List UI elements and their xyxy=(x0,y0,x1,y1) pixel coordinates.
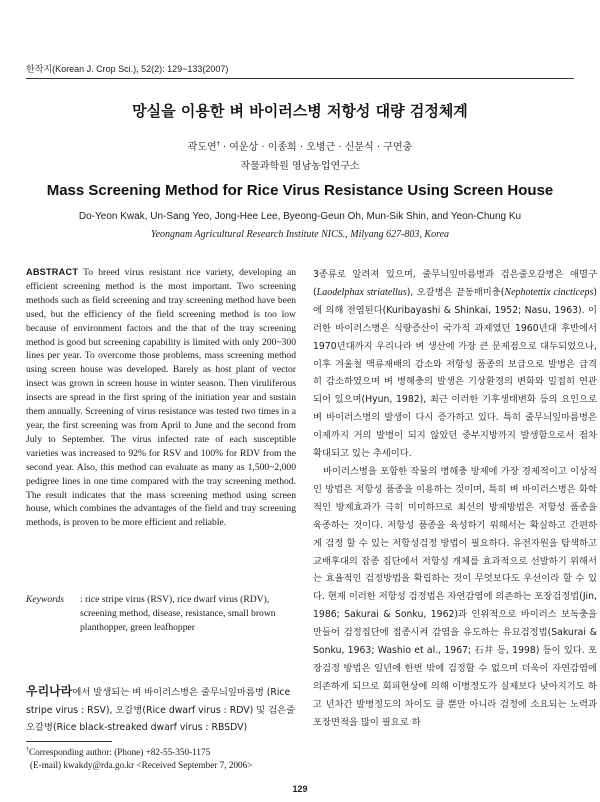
footnote xyxy=(26,744,306,771)
corresponding-author-ko: 곽도연 xyxy=(187,142,217,153)
abstract-text: To breed virus resistant rice variety, developing an efficient screening method is the most important. Two screening methods such as field screening and tray screening method have been used, but the efficiency of the field screening method is too low because of environment factors and the that of the tray screening method is good but screening capability is limited with only 200~300 lines per year. To overcome those problems, mass screening method using screen house was developed. Barely as host plant of vector insect was grown in screen house in winter season. Then viruliferous insects are spread in the first spring of the initiation year and sustain them annually. Screening of virus resistance was tested two times in a year, the first screening was from April to June and the second from July to September. The virus infected rate of each susceptible varieties was increased to 92% for RSV and 100% for RDV from the second year. Also, this method can evaluate as many as 1,500~2,000 pedigree lines in one time compared with the tray screening method. The result indicates that the mass screening method using screen house, which combines the advantages of the field and tray screening methods, is proven to be more efficient and reliable. xyxy=(26,267,296,529)
affiliation-korean: 작물과학원 영남농업연구소 xyxy=(240,161,360,172)
p1-text-c: )에 의해 전염된다(Kuribayashi & Shinkai, 1952; Nasu, 1963). 이러한 바이러스병은 식량증산이 국가적 과제였던 1960년대 후반에서 1970년대까지 우리나라 벼 생산에 가장 큰 문제점으로 대두되었으나, 이후 겨울철 맥류재배의 감소와 저항성 품종의 보급으로 발병은 급격히 감소하였으며 벼 병해충의 발생은 기상환경의 변화와 밀접히 연관되어 있으며(Hyun, 1982), 최근 이러한 기후생태변화 등의 요인으로 벼 바이러스병의 발생이 다시 증가하고 있다. 특히 줄무늬잎마름병은 이제까지 거의 발병이 되지 않았던 중부지방까지 발생함으로서 점차 확대되고 있는 추세이다. xyxy=(313,286,597,460)
introduction-continued xyxy=(313,266,597,732)
coauthors-ko: · 여운상 · 이종희 · 오병근 · 신문식 · 구연충 xyxy=(219,142,413,153)
species-nephotettix: Nephotettix cincticeps xyxy=(504,286,594,298)
intro-paragraph-1 xyxy=(313,266,597,463)
abstract-label: ABSTRACT xyxy=(26,267,79,277)
footnote-rule xyxy=(26,741,112,742)
keywords xyxy=(26,593,296,635)
species-laodelphax: Laodelphax striatellus xyxy=(316,286,407,298)
footnote-dagger: † xyxy=(26,747,29,753)
dagger-mark: † xyxy=(216,140,220,148)
footnote-line-2: (E-mail) kwakdy@rda.go.kr <Received September 7, 2006> xyxy=(30,759,253,770)
intro-text-left: 에서 발생되는 벼 바이러스병은 줄무늬잎마름병 (Rice stripe virus : RSV), 오갈병(Rice dwarf virus : RDV) 및 검은줄오갈병(Rice black-streaked dwarf virus : RBSDV) xyxy=(26,687,296,733)
p1-text-b: ), 오갈병은 끝동매미충( xyxy=(406,286,505,298)
authors-korean xyxy=(0,138,600,153)
authors-english: Do-Yeon Kwak, Un-Sang Yeo, Jong-Hee Lee, Byeong-Geun Oh, Mun-Sik Shin, and Yeon-Chung Ku xyxy=(78,211,522,222)
abstract xyxy=(26,266,296,530)
keywords-text: : rice stripe virus (RSV), rice dwarf virus (RDV), screening method, disease, resistance, small brown planthopper, green leafhopper xyxy=(80,594,276,633)
affiliation-english: Yeongnam Agricultural Research Institute NICS., Milyang 627-803, Korea xyxy=(150,229,450,240)
title-english: Mass Screening Method for Rice Virus Resistance Using Screen House xyxy=(46,182,554,199)
introduction-start xyxy=(26,683,296,737)
keywords-label: Keywords xyxy=(26,594,65,605)
intro-paragraph-2: 바이러스병을 포함한 작물의 병해충 방제에 가장 경제적이고 이상적인 방법은 저항성 품종을 이용하는 것이며, 특히 벼 바이러스병은 화학적인 방제효과가 극히 미미하므로 최선의 방제방법은 저항성 품종을 육종하는 것이다. 저항성 품종을 육성하기 위해서는 확실하고 간편하게 검정 할 수 있는 저항성검정 방법이 필요하다. 유전자원을 탐색하고 교배후대의 잡종 집단에서 저항성 개체를 효과적으로 선발하기 위해서는 효율적인 검정방법을 확립하는 것이 무엇보다도 우선이라 할 수 있다. 현재 이러한 저항성 검정법은 자연감염에 의존하는 포장검정법(Jin, 1986; Sakurai & Sonku, 1962)과 인위적으로 바이러스 보독충을 만들어 검정집단에 접종시켜 감염을 유도하는 유묘검정법(Sakurai & Sonku, 1963; Washio et al., 1967; 石井 등, 1998) 등이 있다. 포장검정 방법은 일년에 한번 밖에 검정할 수 없으며 더욱이 자연감염에 의존하게 되므로 회피현상에 의해 이병정도가 실제보다 낮아지기도 하고 년차간 발병정도의 차이도 클 뿐만 아니라 검정에 소요되는 노력과 포장면적을 많이 필요로 하 xyxy=(313,465,597,728)
header-rule xyxy=(26,78,574,79)
journal-header: 한작지(Korean J. Crop Sci.), 52(2): 129~133(2007) xyxy=(26,64,229,74)
intro-lead-word: 우리나라 xyxy=(26,684,73,698)
footnote-line-1: Corresponding author: (Phone) +82-55-350-1175 xyxy=(29,747,211,758)
p1-text-a: 3종류로 알려져 있으며, 줄무늬잎마름병과 검은줄오갈병은 애멸구( xyxy=(313,269,597,298)
title-korean: 망실을 이용한 벼 바이러스병 저항성 대량 검정체계 xyxy=(132,102,468,120)
page-number: 129 xyxy=(292,784,308,794)
